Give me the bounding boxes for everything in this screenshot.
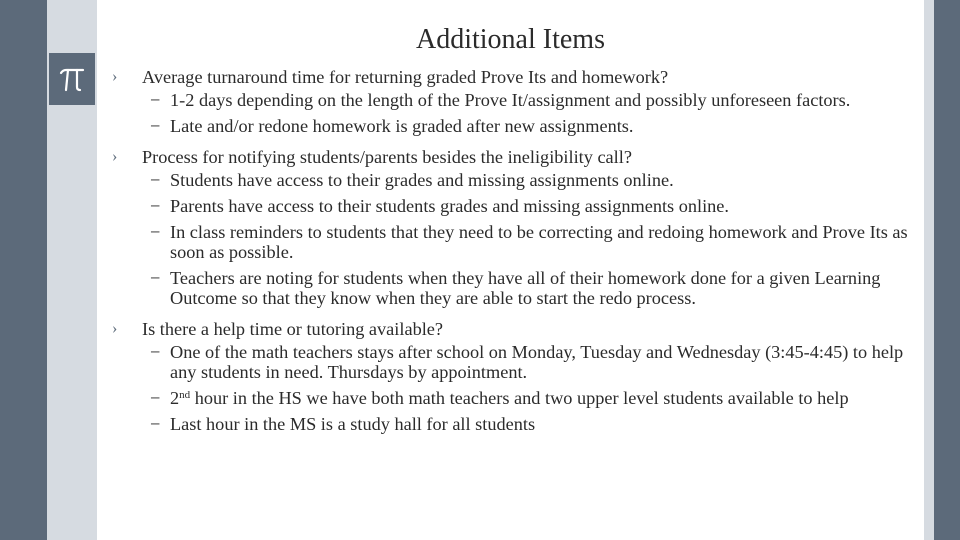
dash-bullet-icon: − [150,414,161,434]
sub-bullet-list [142,90,912,136]
dash-bullet-icon: − [150,170,161,190]
dash-bullet-icon: − [150,268,161,288]
sub-bullet-text: 1-2 days depending on the length of the Prove It/assignment and possibly unforeseen factors. [170,90,851,110]
right-light-band [924,0,934,540]
dash-bullet-icon: − [150,388,161,408]
sub-bullet-item [142,222,912,262]
dash-bullet-icon: − [150,90,161,110]
slide-title: Additional Items [416,24,605,55]
bullet-item [112,319,912,434]
sub-bullet-item [142,268,912,308]
chevron-bullet-icon: › [112,320,118,337]
sub-bullet-text: Late and/or redone homework is graded after new assignments. [170,116,634,136]
dash-bullet-icon: − [150,222,161,242]
sub-bullet-item [142,170,912,190]
chevron-bullet-icon: › [112,68,118,85]
bullet-list [112,67,912,434]
bullet-text: Is there a help time or tutoring available? [142,319,444,339]
pi-icon [57,64,87,94]
pi-logo [49,53,95,105]
bullet-item [112,147,912,308]
right-dark-band [934,0,960,540]
sub-bullet-item [142,342,912,382]
sub-bullet-item [142,388,912,408]
sub-bullet-list [142,342,912,434]
sub-bullet-text: Students have access to their grades and missing assignments online. [170,170,674,190]
sub-bullet-list [142,170,912,308]
sub-bullet-item [142,116,912,136]
sub-bullet-item [142,414,912,434]
sub-bullet-text: Last hour in the MS is a study hall for all students [170,414,536,434]
bullet-item [112,67,912,136]
dash-bullet-icon: − [150,196,161,216]
left-dark-band [0,0,47,540]
sub-bullet-item [142,196,912,216]
sub-bullet-text: One of the math teachers stays after school on Monday, Tuesday and Wednesday (3:45-4:45) to help any students in need. Thursdays by appointment. [170,342,904,382]
sub-bullet-text: 2nd hour in the HS we have both math teachers and two upper level students available to help [170,388,849,408]
sub-bullet-text: Parents have access to their students grades and missing assignments online. [170,196,729,216]
chevron-bullet-icon: › [112,148,118,165]
dash-bullet-icon: − [150,116,161,136]
bullet-text: Average turnaround time for returning graded Prove Its and homework? [142,67,669,87]
sub-bullet-text: In class reminders to students that they need to be correcting and redoing homework and Prove Its as soon as possible. [170,222,908,262]
dash-bullet-icon: − [150,342,161,362]
sub-bullet-item [142,90,912,110]
bullet-text: Process for notifying students/parents besides the ineligibility call? [142,147,632,167]
sub-bullet-text: Teachers are noting for students when they have all of their homework done for a given Learning Outcome so that they know when they are able to start the redo process. [170,268,881,308]
